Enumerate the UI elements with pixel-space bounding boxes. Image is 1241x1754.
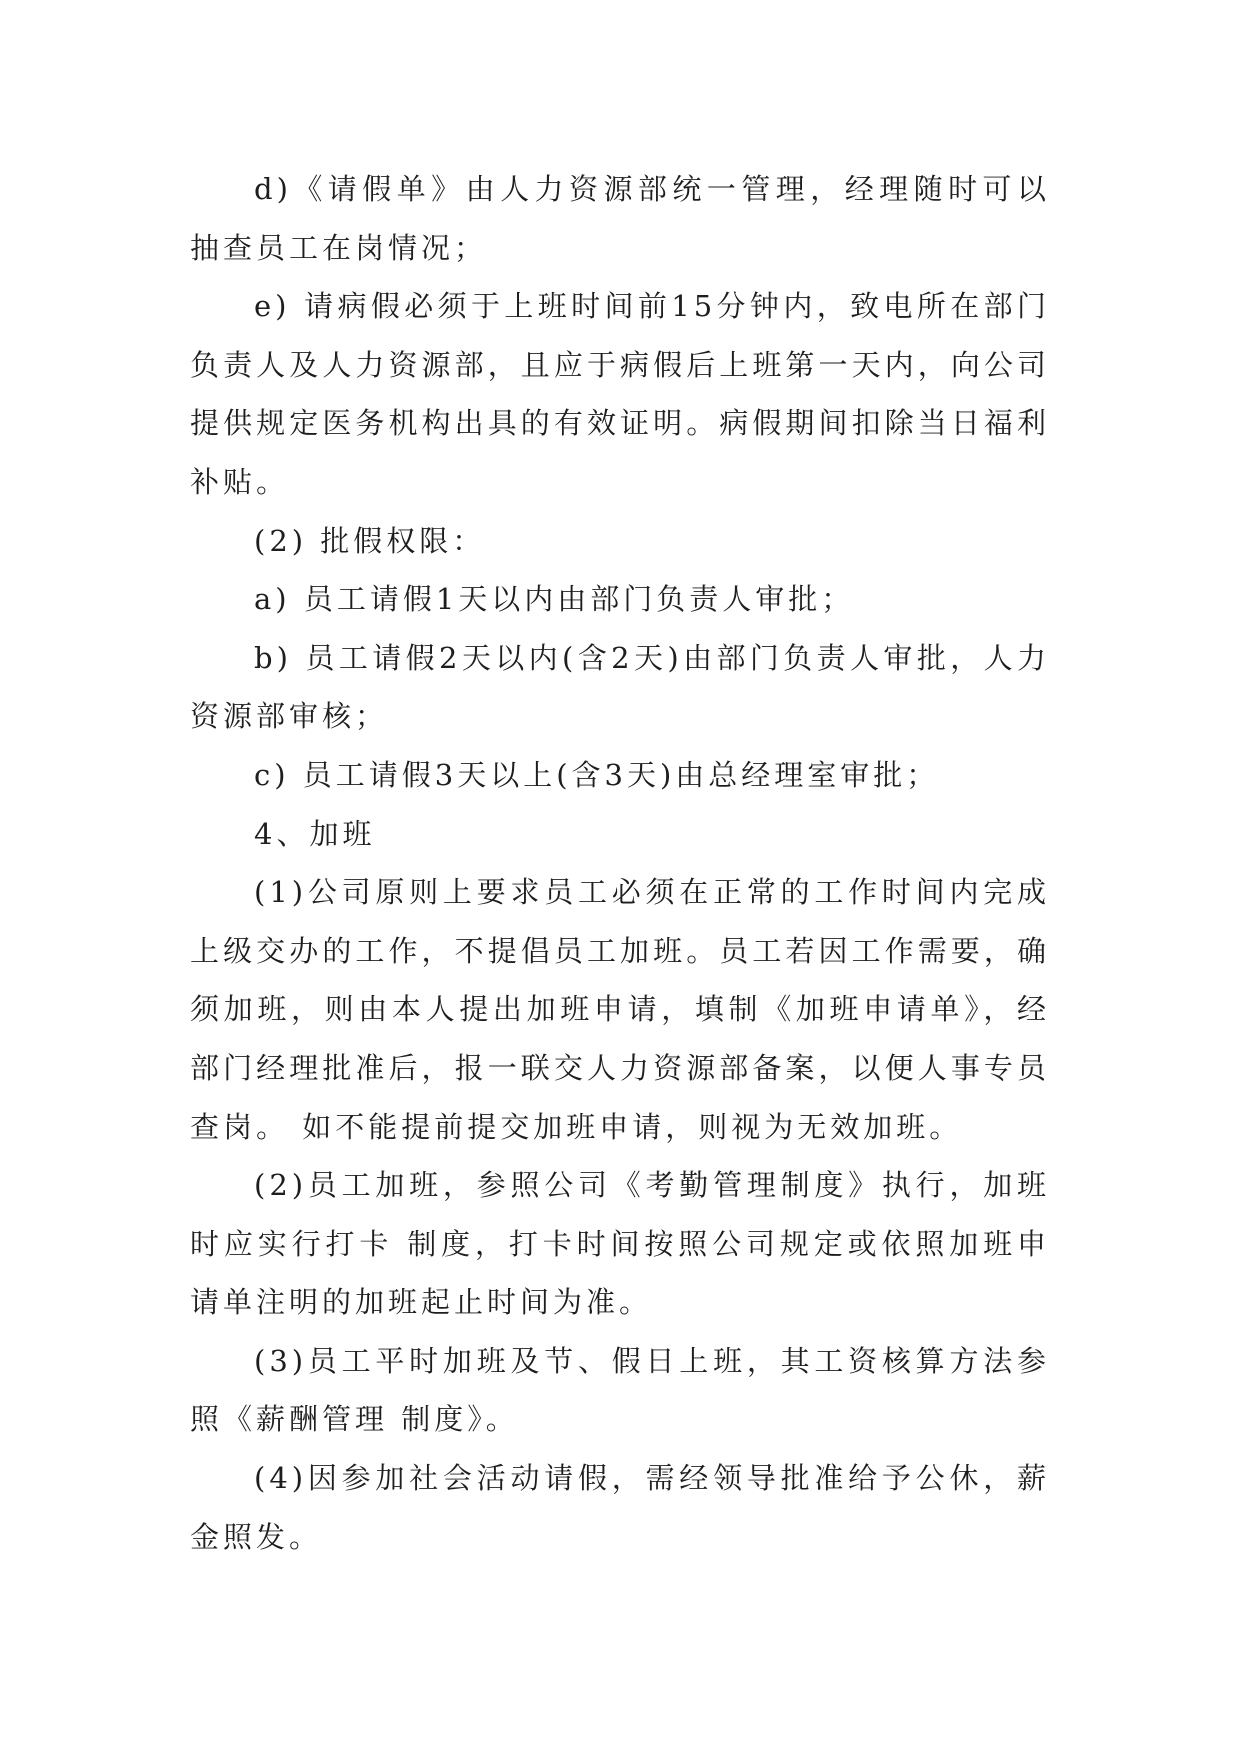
paragraph-overtime-3: (3)员工平时加班及节、假日上班，其工资核算方法参照《薪酬管理 制度》。: [190, 1343, 1050, 1437]
paragraph-d-leave-form-management: d)《请假单》由人力资源部统一管理，经理随时可以抽查员工在岗情况；: [190, 172, 1050, 265]
paragraph-a-one-day-leave: a) 员工请假1天以内由部门负责人审批；: [254, 582, 855, 617]
paragraph-overtime-4: (4)因参加社会活动请假，需经领导批准给予公休，薪金照发。: [190, 1461, 1050, 1554]
paragraph-c-three-day-leave: c) 员工请假3天以上(含3天)由总经理室审批；: [254, 757, 940, 792]
paragraph-overtime-2: (2)员工加班，参照公司《考勤管理制度》执行，加班时应实行打卡 制度，打卡时间按照公司规定或依照加班申请单注明的加班起止时间为准。: [190, 1168, 1050, 1320]
section-heading-overtime: 4、加班: [254, 816, 376, 851]
paragraph-overtime-1: (1)公司原则上要求员工必须在正常的工作时间内完成上级交办的工作，不提倡员工加班。员工若因工作需要，确须加班，则由本人提出加班申请，填制《加班申请单》，经部门经理批准后，报一联交人力资源部备案，以便人事专员查岗。 如不能提前提交加班申请，则视为无效加班。: [190, 875, 1050, 1144]
paragraph-e-sick-leave: e) 请病假必须于上班时间前15分钟内，致电所在部门负责人及人力资源部，且应于病假后上班第一天内，向公司提供规定医务机构出具的有效证明。病假期间扣除当日福利补贴。: [190, 289, 1050, 499]
document-body: [190, 160, 1050, 1566]
paragraph-b-two-day-leave: b) 员工请假2天以内(含2天)由部门负责人审批，人力资源部审核；: [190, 640, 1050, 734]
paragraph-approval-authority-heading: (2) 批假权限：: [254, 523, 486, 558]
